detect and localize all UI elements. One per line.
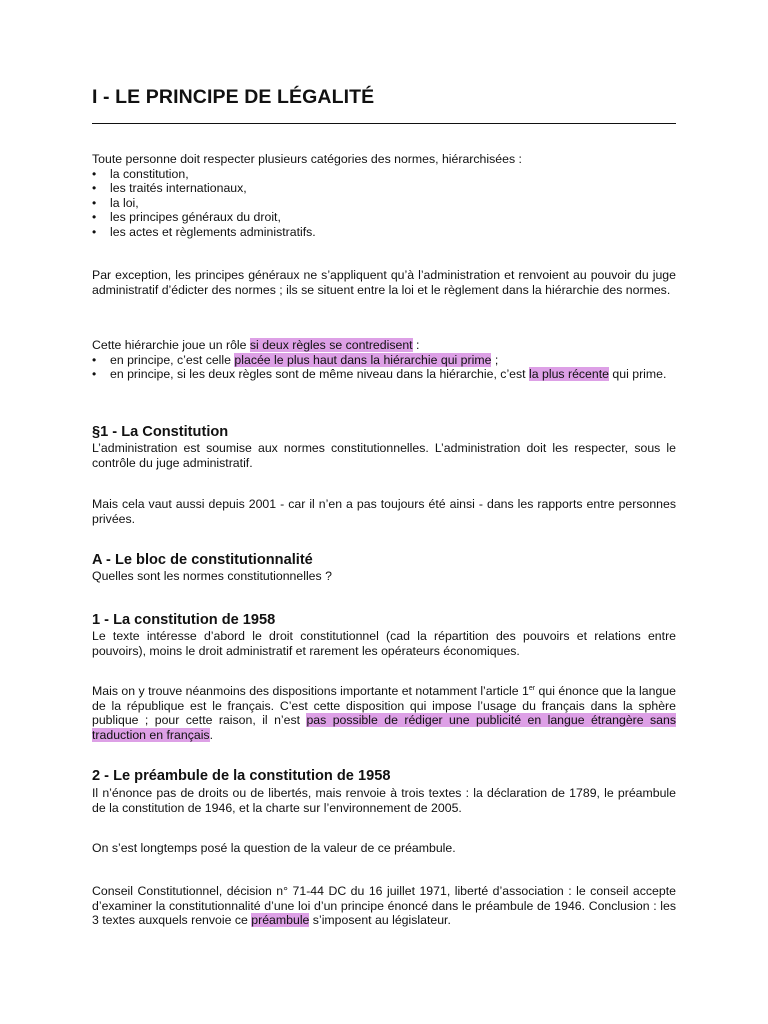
p-text: Conseil Constitutionnel, décision n° 71-44 DC du 16 juillet 1971, liberté d’association : le conseil accepte d’examiner la constitutionnalité d’une loi d’un principe énoncé dans le préambule de 1946. Conclusion : les 3 textes auxquels renvoie ce — [92, 884, 676, 928]
intro-section — [92, 152, 676, 240]
list-item: • la constitution, — [92, 167, 676, 182]
c1958-paragraph: Le texte intéresse d’abord le droit constitutionnel (cad la répartition des pouvoirs et relations entre pouvoirs), moins le droit administratif et rarement les opérateurs économiques. — [92, 629, 676, 658]
list-item: • les traités internationaux, — [92, 181, 676, 196]
highlight: placée le plus haut dans la hiérarchie qui prime — [234, 352, 492, 367]
list-item: • la loi, — [92, 196, 676, 211]
list-item: • les actes et règlements administratifs. — [92, 225, 676, 240]
item-text: en principe, c’est celle — [110, 352, 235, 367]
p-text: s’imposent au législateur. — [309, 913, 451, 928]
section-heading-bloc: A - Le bloc de constitutionnalité — [92, 552, 313, 568]
highlight: pas possible de rédiger une publicité en langue étrangère sans traduction en français — [92, 713, 676, 742]
preambule-paragraph: Il n’énonce pas de droits ou de libertés, mais renvoie à trois textes : la déclaration de 1789, le préambule de la constitution de 1946, et la charte sur l’environnement de 2005. — [92, 786, 676, 815]
title-divider — [92, 123, 676, 124]
hierarchy-lead-end: : — [412, 338, 420, 352]
p-text: Mais on y trouve néanmoins des dispositions importante et notamment l’article 1 — [92, 684, 529, 698]
section-heading-1958: 1 - La constitution de 1958 — [92, 612, 276, 628]
section-heading-preambule: 2 - Le préambule de la constitution de 1958 — [92, 768, 391, 784]
list-item: • les principes généraux du droit, — [92, 210, 676, 225]
hierarchy-section — [92, 338, 676, 382]
bloc-paragraph: Quelles sont les normes constitutionnelles ? — [92, 569, 332, 583]
section-heading-constitution: §1 - La Constitution — [92, 424, 229, 440]
highlight: préambule — [251, 913, 310, 928]
hierarchy-list — [92, 353, 676, 382]
norms-list — [92, 167, 676, 240]
list-item — [92, 367, 676, 382]
preambule-paragraph-2: On s’est longtemps posé la question de la valeur de ce préambule. — [92, 841, 456, 855]
preambule-paragraph-3 — [92, 884, 676, 928]
list-item — [92, 353, 676, 368]
page-title: I - LE PRINCIPE DE LÉGALITÉ — [92, 86, 375, 108]
constitution-paragraph-2: Mais cela vaut aussi depuis 2001 - car il n’en a pas toujours été ainsi - dans les rapports entre personnes privées. — [92, 497, 676, 526]
exception-paragraph: Par exception, les principes généraux ne s’appliquent qu’à l’administration et renvoient au pouvoir du juge administratif d’édicter des normes ; ils se situent entre la loi et le règlement dans la hiérarchie des normes. — [92, 268, 676, 297]
ordinal-suffix: er — [528, 684, 536, 692]
item-text: en principe, si les deux règles sont de même niveau dans la hiérarchie, c’est — [110, 367, 530, 382]
hierarchy-lead — [92, 338, 676, 353]
constitution-paragraph: L’administration est soumise aux normes constitutionnelles. L’administration doit les respecter, sous le contrôle du juge administratif. — [92, 441, 676, 470]
p-text: qui énonce que la langue de la république est le français. C’est cette disposition qui impose l’usage du français dans la sphère publique ; pour cette raison, il n’est — [92, 684, 676, 728]
hierarchy-lead-text: Cette hiérarchie joue un rôle — [92, 338, 250, 352]
item-text: ; — [491, 352, 499, 367]
item-text: qui prime. — [609, 367, 667, 382]
highlight: la plus récente — [529, 367, 609, 382]
p-text: . — [209, 727, 213, 742]
intro-text: Toute personne doit respecter plusieurs catégories des normes, hiérarchisées : — [92, 152, 522, 166]
highlight: si deux règles se contredisent — [249, 338, 413, 352]
c1958-paragraph-2 — [92, 684, 676, 742]
